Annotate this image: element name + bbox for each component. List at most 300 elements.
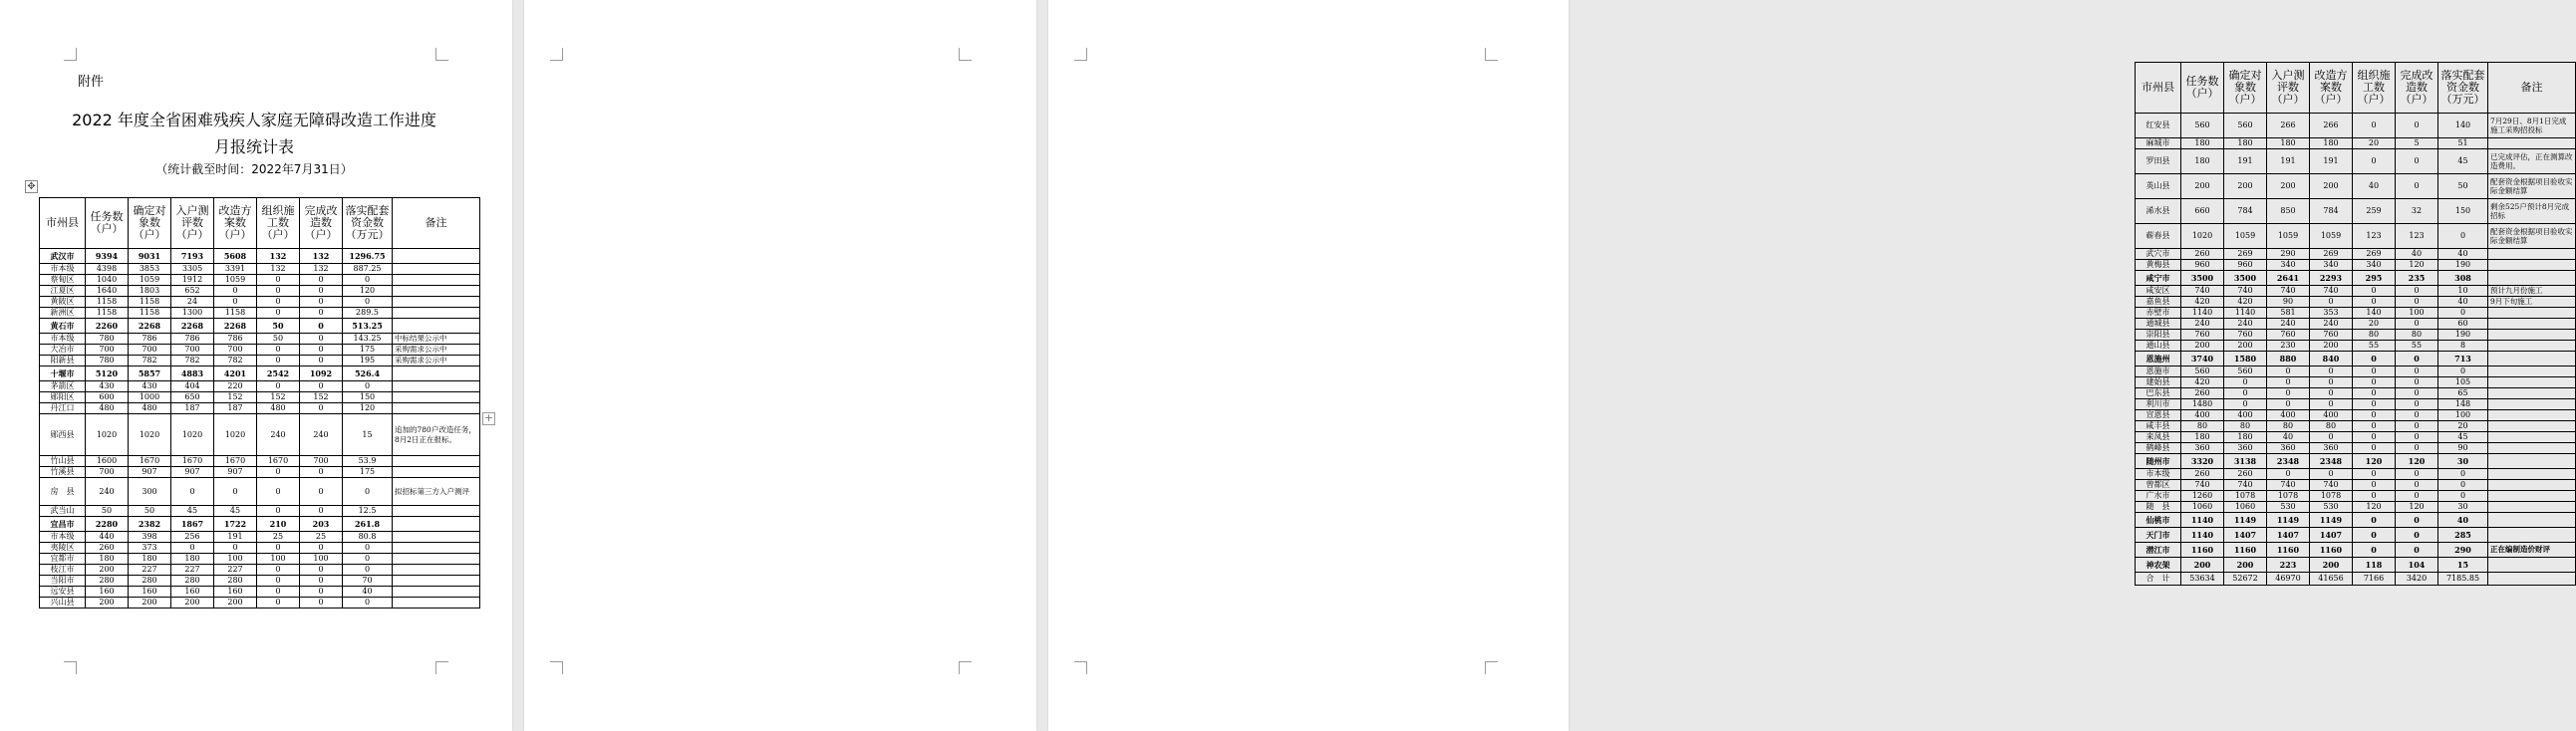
cell-funds: 190 <box>2438 330 2488 341</box>
cell-completed-count: 0 <box>2396 297 2438 308</box>
cell-region: 房 县 <box>40 478 86 506</box>
cell-remarks: 剩余525户预计8月完成招标 <box>2488 199 2576 224</box>
cell-completed-count: 0 <box>2396 366 2438 377</box>
cell-construction-count: 1670 <box>257 456 300 467</box>
cell-construction-count: 0 <box>2353 513 2396 528</box>
cell-completed-count: 0 <box>2396 319 2438 330</box>
cell-remarks <box>2488 138 2576 149</box>
cell-completed-count: 0 <box>300 308 343 319</box>
cell-funds: 80.8 <box>343 532 393 543</box>
cell-plan-count: 3391 <box>214 264 257 275</box>
cell-remarks <box>393 403 480 414</box>
cell-assessed-count: 0 <box>171 478 214 506</box>
cell-construction-count: 132 <box>257 249 300 264</box>
table-row <box>2136 469 2576 480</box>
cell-construction-count: 0 <box>2353 421 2396 432</box>
cell-remarks <box>2488 410 2576 421</box>
cell-region: 黄石市 <box>40 319 86 334</box>
cell-assessed-count: 1867 <box>171 517 214 532</box>
table-row <box>40 308 480 319</box>
cell-task-count: 200 <box>86 598 129 609</box>
cell-assessed-count: 266 <box>2267 114 2310 138</box>
cell-completed-count: 0 <box>300 467 343 478</box>
cell-completed-count: 0 <box>300 403 343 414</box>
cell-construction-count: 0 <box>2353 469 2396 480</box>
cell-task-count: 200 <box>2181 558 2224 573</box>
cell-region: 兴山县 <box>40 598 86 609</box>
table-row <box>40 554 480 565</box>
cell-task-count: 440 <box>86 532 129 543</box>
header-task-count: 任务数（户） <box>86 198 129 249</box>
cell-task-count: 430 <box>86 381 129 392</box>
table-row <box>2136 366 2576 377</box>
cell-region: 咸宁市 <box>2136 271 2181 286</box>
cell-region: 黄梅县 <box>2136 260 2181 271</box>
table-row <box>40 392 480 403</box>
cell-assessed-count: 180 <box>171 554 214 565</box>
table-row <box>40 275 480 286</box>
cell-construction-count: 340 <box>2353 260 2396 271</box>
cell-region: 随 县 <box>2136 502 2181 513</box>
cell-completed-count: 0 <box>2396 480 2438 491</box>
table-row <box>2136 260 2576 271</box>
cell-funds: 12.5 <box>343 506 393 517</box>
cell-construction-count: 0 <box>2353 480 2396 491</box>
cell-assessed-count: 782 <box>171 356 214 366</box>
cell-plan-count: 740 <box>2310 480 2353 491</box>
cell-remarks <box>2488 443 2576 454</box>
city-total-row <box>40 249 480 264</box>
cell-assessed-count: 404 <box>171 381 214 392</box>
cell-region: 潜江市 <box>2136 543 2181 558</box>
cell-assessed-count: 2641 <box>2267 271 2310 286</box>
table-row <box>40 381 480 392</box>
cell-completed-count: 0 <box>300 345 343 356</box>
cell-region: 蔡甸区 <box>40 275 86 286</box>
cell-confirmed-count: 1059 <box>129 275 171 286</box>
crop-mark <box>1485 48 1498 61</box>
cell-remarks <box>2488 491 2576 502</box>
cell-completed-count: 0 <box>2396 469 2438 480</box>
table-row <box>2136 432 2576 443</box>
cell-construction-count: 140 <box>2353 308 2396 319</box>
cell-construction-count: 0 <box>257 565 300 576</box>
cell-plan-count: 100 <box>214 554 257 565</box>
cell-region: 宜都市 <box>40 554 86 565</box>
cell-plan-count: 0 <box>2310 388 2353 399</box>
table-row <box>40 414 480 456</box>
cell-funds: 120 <box>343 286 393 297</box>
cell-construction-count: 0 <box>257 297 300 308</box>
cell-plan-count: 191 <box>214 532 257 543</box>
cell-plan-count: 740 <box>2310 286 2353 297</box>
cell-assessed-count: 400 <box>2267 410 2310 421</box>
cell-region: 利川市 <box>2136 399 2181 410</box>
city-total-row <box>2136 352 2576 366</box>
cell-region: 枝江市 <box>40 565 86 576</box>
cell-assessed-count: 1149 <box>2267 513 2310 528</box>
cell-completed-count: 5 <box>2396 138 2438 149</box>
cell-plan-count: 152 <box>214 392 257 403</box>
cell-confirmed-count: 373 <box>129 543 171 554</box>
cell-region: 恩施州 <box>2136 352 2181 366</box>
cell-plan-count: 782 <box>214 356 257 366</box>
cell-assessed-count: 90 <box>2267 297 2310 308</box>
cell-plan-count: 227 <box>214 565 257 576</box>
cell-funds: 150 <box>2438 199 2488 224</box>
cell-remarks <box>2488 319 2576 330</box>
cell-funds: 0 <box>2438 224 2488 249</box>
table-move-handle-icon[interactable]: ✥ <box>25 180 38 193</box>
cell-construction-count: 55 <box>2353 341 2396 352</box>
table-row <box>2136 319 2576 330</box>
cell-task-count: 3500 <box>2181 271 2224 286</box>
cell-confirmed-count: 3500 <box>2224 271 2267 286</box>
cell-plan-count: 1407 <box>2310 528 2353 543</box>
cell-funds: 0 <box>343 543 393 554</box>
table-row <box>2136 480 2576 491</box>
cell-funds: 0 <box>343 275 393 286</box>
cell-funds: 289.5 <box>343 308 393 319</box>
cell-remarks <box>393 308 480 319</box>
cell-assessed-count: 3305 <box>171 264 214 275</box>
cell-confirmed-count: 430 <box>129 381 171 392</box>
cell-assessed-count: 227 <box>171 565 214 576</box>
cell-plan-count: 0 <box>2310 432 2353 443</box>
cell-completed-count: 0 <box>2396 377 2438 388</box>
cell-completed-count: 120 <box>2396 502 2438 513</box>
cell-funds: 175 <box>343 467 393 478</box>
header-funds: 落实配套资金数（万元） <box>2438 63 2488 114</box>
cell-funds: 8 <box>2438 341 2488 352</box>
cell-funds: 45 <box>2438 432 2488 443</box>
cell-assessed-count: 740 <box>2267 480 2310 491</box>
cell-remarks <box>2488 469 2576 480</box>
cell-remarks <box>2488 330 2576 341</box>
cell-assessed-count: 850 <box>2267 199 2310 224</box>
cell-assessed-count: 290 <box>2267 249 2310 260</box>
cell-plan-count: 187 <box>214 403 257 414</box>
cell-funds: 190 <box>2438 260 2488 271</box>
cell-confirmed-count: 200 <box>2224 558 2267 573</box>
cell-region: 麻城市 <box>2136 138 2181 149</box>
crop-mark <box>550 48 563 61</box>
header-funds: 落实配套资金数（万元） <box>343 198 393 249</box>
table-row <box>2136 388 2576 399</box>
cell-task-count: 1140 <box>2181 528 2224 543</box>
cell-construction-count: 240 <box>257 414 300 456</box>
cell-remarks <box>393 532 480 543</box>
cell-task-count: 9394 <box>86 249 129 264</box>
cell-confirmed-count: 740 <box>2224 286 2267 297</box>
statistics-date: （统计截至时间：2022年7月31日） <box>155 162 353 176</box>
cell-task-count: 5120 <box>86 366 129 381</box>
header-plan-count: 改造方案数（户） <box>2310 63 2353 114</box>
cell-region: 郧阳区 <box>40 392 86 403</box>
cell-region: 宜昌市 <box>40 517 86 532</box>
cell-plan-count: 784 <box>2310 199 2353 224</box>
cell-funds: 143.25 <box>343 334 393 345</box>
cell-confirmed-count: 1149 <box>2224 513 2267 528</box>
cell-completed-count: 0 <box>300 334 343 345</box>
cell-task-count: 240 <box>2181 319 2224 330</box>
cell-region: 竹溪县 <box>40 467 86 478</box>
cell-region: 赤壁市 <box>2136 308 2181 319</box>
cell-remarks <box>393 587 480 598</box>
cell-confirmed-count: 700 <box>129 345 171 356</box>
cell-construction-count: 80 <box>2353 330 2396 341</box>
cell-assessed-count: 1020 <box>171 414 214 456</box>
header-construction-count: 组织施工数（户） <box>2353 63 2396 114</box>
cell-funds: 1296.75 <box>343 249 393 264</box>
cell-confirmed-count: 1407 <box>2224 528 2267 543</box>
cell-construction-count: 0 <box>257 275 300 286</box>
cell-assessed-count: 650 <box>171 392 214 403</box>
cell-construction-count: 120 <box>2353 502 2396 513</box>
cell-completed-count: 0 <box>300 598 343 609</box>
cell-construction-count: 0 <box>2353 491 2396 502</box>
city-total-row <box>2136 454 2576 469</box>
cell-construction-count: 0 <box>257 576 300 587</box>
cell-plan-count: 0 <box>2310 377 2353 388</box>
cell-plan-count: 340 <box>2310 260 2353 271</box>
cell-remarks: 采购需求公示中 <box>393 345 480 356</box>
cell-assessed-count: 240 <box>2267 319 2310 330</box>
cell-assessed-count: 0 <box>2267 469 2310 480</box>
cell-task-count: 1158 <box>86 297 129 308</box>
cell-completed-count: 0 <box>2396 286 2438 297</box>
cell-assessed-count: 80 <box>2267 421 2310 432</box>
cell-completed-count: 0 <box>2396 491 2438 502</box>
cell-completed-count: 0 <box>2396 410 2438 421</box>
cell-task-count: 200 <box>2181 341 2224 352</box>
cell-confirmed-count: 3853 <box>129 264 171 275</box>
cell-completed-count: 0 <box>300 576 343 587</box>
cell-confirmed-count: 740 <box>2224 480 2267 491</box>
cell-remarks <box>2488 573 2576 586</box>
cell-completed-count: 123 <box>2396 224 2438 249</box>
cell-region: 当阳市 <box>40 576 86 587</box>
cell-funds: 526.4 <box>343 366 393 381</box>
city-total-row <box>2136 528 2576 543</box>
cell-construction-count: 259 <box>2353 199 2396 224</box>
cell-assessed-count: 2348 <box>2267 454 2310 469</box>
table-row <box>2136 502 2576 513</box>
cell-completed-count: 240 <box>300 414 343 456</box>
cell-remarks <box>2488 366 2576 377</box>
cell-remarks <box>393 249 480 264</box>
cell-confirmed-count: 3138 <box>2224 454 2267 469</box>
cell-funds: 0 <box>2438 308 2488 319</box>
cell-assessed-count: 4883 <box>171 366 214 381</box>
cell-assessed-count: 0 <box>171 543 214 554</box>
cell-plan-count: 1149 <box>2310 513 2353 528</box>
cell-completed-count: 0 <box>300 565 343 576</box>
cell-confirmed-count: 400 <box>2224 410 2267 421</box>
cell-confirmed-count: 0 <box>2224 377 2267 388</box>
cell-plan-count: 760 <box>2310 330 2353 341</box>
cell-assessed-count: 530 <box>2267 502 2310 513</box>
cell-funds: 195 <box>343 356 393 366</box>
cell-confirmed-count: 160 <box>129 587 171 598</box>
cell-assessed-count: 0 <box>2267 366 2310 377</box>
cell-completed-count: 3420 <box>2396 573 2438 586</box>
cell-remarks <box>393 297 480 308</box>
cell-plan-count: 2293 <box>2310 271 2353 286</box>
cell-funds: 261.8 <box>343 517 393 532</box>
cell-assessed-count: 0 <box>2267 388 2310 399</box>
cell-construction-count: 0 <box>257 587 300 598</box>
cell-confirmed-count: 560 <box>2224 114 2267 138</box>
cell-remarks <box>393 467 480 478</box>
cell-remarks <box>2488 502 2576 513</box>
document-title: 2022 年度全省困难残疾人家庭无障碍改造工作进度 <box>72 111 436 129</box>
cell-completed-count: 132 <box>300 264 343 275</box>
cell-region: 丹江口 <box>40 403 86 414</box>
cell-task-count: 700 <box>86 467 129 478</box>
cell-plan-count: 45 <box>214 506 257 517</box>
cell-task-count: 80 <box>2181 421 2224 432</box>
table-row <box>2136 573 2576 586</box>
cell-completed-count: 0 <box>300 319 343 334</box>
cell-plan-count: 269 <box>2310 249 2353 260</box>
table-row <box>2136 286 2576 297</box>
cell-confirmed-count: 52672 <box>2224 573 2267 586</box>
cell-completed-count: 100 <box>2396 308 2438 319</box>
cell-remarks <box>393 506 480 517</box>
cell-assessed-count: 760 <box>2267 330 2310 341</box>
cell-funds: 120 <box>343 403 393 414</box>
cell-construction-count: 0 <box>2353 352 2396 366</box>
table-row <box>2136 399 2576 410</box>
cell-task-count: 600 <box>86 392 129 403</box>
cell-assessed-count: 187 <box>171 403 214 414</box>
cell-confirmed-count: 1160 <box>2224 543 2267 558</box>
cell-remarks <box>2488 399 2576 410</box>
table-row <box>2136 114 2576 138</box>
crop-mark <box>1485 661 1498 674</box>
cell-remarks <box>393 392 480 403</box>
cell-task-count: 660 <box>2181 199 2224 224</box>
cell-confirmed-count: 782 <box>129 356 171 366</box>
cell-completed-count: 0 <box>2396 513 2438 528</box>
cell-funds: 40 <box>2438 249 2488 260</box>
cell-task-count: 1160 <box>2181 543 2224 558</box>
cell-confirmed-count: 420 <box>2224 297 2267 308</box>
cell-plan-count: 0 <box>214 543 257 554</box>
cell-construction-count: 0 <box>257 467 300 478</box>
cell-task-count: 180 <box>2181 149 2224 174</box>
cell-confirmed-count: 180 <box>129 554 171 565</box>
cell-confirmed-count: 960 <box>2224 260 2267 271</box>
cell-confirmed-count: 1060 <box>2224 502 2267 513</box>
cell-plan-count: 1158 <box>214 308 257 319</box>
cell-construction-count: 20 <box>2353 319 2396 330</box>
cell-region: 江夏区 <box>40 286 86 297</box>
cell-assessed-count: 200 <box>2267 174 2310 199</box>
cell-remarks <box>393 319 480 334</box>
table-row <box>40 478 480 506</box>
cell-assessed-count: 46970 <box>2267 573 2310 586</box>
header-assessed-count: 入户测评数（户） <box>2267 63 2310 114</box>
cell-assessed-count: 786 <box>171 334 214 345</box>
cell-funds: 70 <box>343 576 393 587</box>
cell-confirmed-count: 480 <box>129 403 171 414</box>
cell-plan-count: 220 <box>214 381 257 392</box>
cell-completed-count: 0 <box>2396 174 2438 199</box>
table-row <box>2136 443 2576 454</box>
header-remarks: 备注 <box>2488 63 2576 114</box>
cell-region: 蕲春县 <box>2136 224 2181 249</box>
cell-assessed-count: 180 <box>2267 138 2310 149</box>
cell-funds: 285 <box>2438 528 2488 543</box>
cell-funds: 0 <box>343 565 393 576</box>
header-completed-count: 完成改造数（户） <box>2396 63 2438 114</box>
cell-region: 仙桃市 <box>2136 513 2181 528</box>
cell-region: 红安县 <box>2136 114 2181 138</box>
header-region: 市州县 <box>40 198 86 249</box>
cell-plan-count: 700 <box>214 345 257 356</box>
cell-confirmed-count: 0 <box>2224 388 2267 399</box>
table-row <box>40 456 480 467</box>
add-row-plus-icon[interactable]: + <box>483 411 494 424</box>
city-total-row <box>2136 513 2576 528</box>
cell-confirmed-count: 5857 <box>129 366 171 381</box>
cell-assessed-count: 1670 <box>171 456 214 467</box>
cell-funds: 15 <box>343 414 393 456</box>
cell-region: 市本级 <box>40 334 86 345</box>
cell-assessed-count: 907 <box>171 467 214 478</box>
table-row <box>2136 138 2576 149</box>
cell-completed-count: 0 <box>2396 543 2438 558</box>
cell-construction-count: 0 <box>257 598 300 609</box>
cell-construction-count: 480 <box>257 403 300 414</box>
cell-region: 神农架 <box>2136 558 2181 573</box>
cell-task-count: 1140 <box>2181 513 2224 528</box>
cell-confirmed-count: 2268 <box>129 319 171 334</box>
cell-region: 武当山 <box>40 506 86 517</box>
cell-remarks <box>2488 480 2576 491</box>
cell-plan-count: 0 <box>214 297 257 308</box>
table-row <box>2136 491 2576 502</box>
cell-construction-count: 269 <box>2353 249 2396 260</box>
cell-plan-count: 0 <box>2310 469 2353 480</box>
cell-completed-count: 32 <box>2396 199 2438 224</box>
cell-remarks: 中标结果公示中 <box>393 334 480 345</box>
cell-remarks: 配套资金根据项目验收实际金额结算 <box>2488 174 2576 199</box>
cell-construction-count: 0 <box>257 381 300 392</box>
header-task-count: 任务数（户） <box>2181 63 2224 114</box>
cell-plan-count: 400 <box>2310 410 2353 421</box>
cell-remarks <box>2488 432 2576 443</box>
city-total-row <box>2136 558 2576 573</box>
cell-construction-count: 295 <box>2353 271 2396 286</box>
cell-task-count: 260 <box>2181 249 2224 260</box>
cell-task-count: 400 <box>2181 410 2224 421</box>
cell-task-count: 360 <box>2181 443 2224 454</box>
cell-completed-count: 120 <box>2396 454 2438 469</box>
cell-funds: 0 <box>343 297 393 308</box>
cell-confirmed-count: 1580 <box>2224 352 2267 366</box>
cell-remarks <box>2488 352 2576 366</box>
cell-confirmed-count: 200 <box>2224 341 2267 352</box>
cell-remarks <box>2488 260 2576 271</box>
cell-construction-count: 0 <box>257 308 300 319</box>
cell-task-count: 780 <box>86 334 129 345</box>
cell-confirmed-count: 80 <box>2224 421 2267 432</box>
cell-funds: 148 <box>2438 399 2488 410</box>
cell-plan-count: 5608 <box>214 249 257 264</box>
